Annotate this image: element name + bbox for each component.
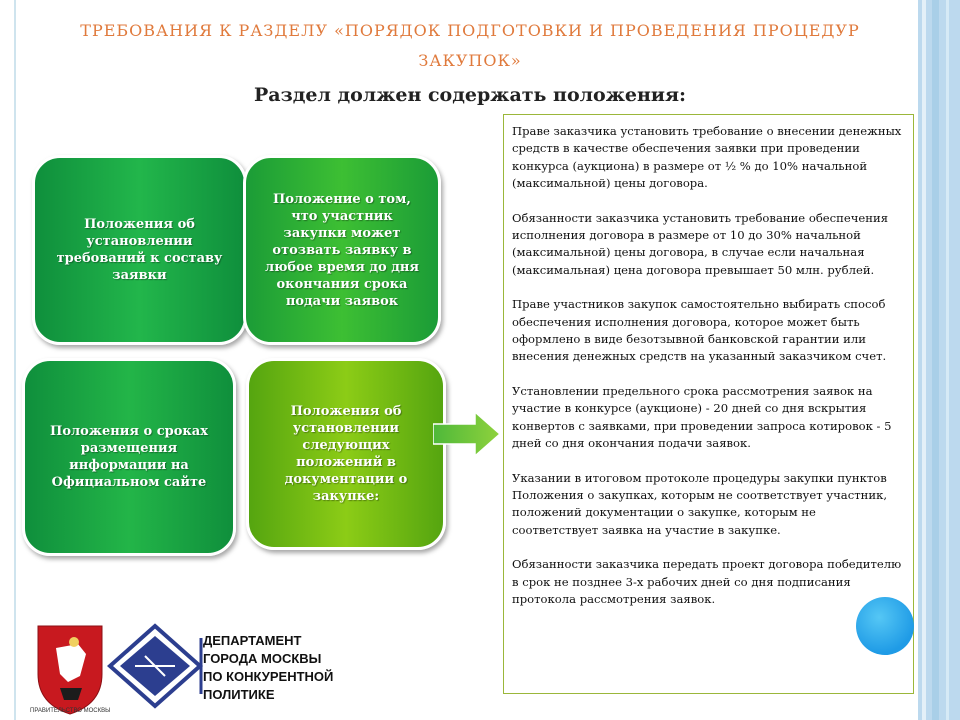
detail-paragraph: Обязанности заказчика передать проект договора победителю в срок не позднее 3-х рабочих дней со дня подписания протокола рассмотрения заявок. xyxy=(512,557,902,606)
department-name xyxy=(203,632,333,704)
bar-stripe xyxy=(922,0,926,720)
government-caption: ПРАВИТЕЛЬСТВО МОСКВЫ xyxy=(30,708,111,714)
department-emblem-icon xyxy=(110,626,201,706)
box-label: Положение о том, что участник закупки может отозвать заявку в любое время до дня окончания срока подачи заявок xyxy=(264,191,420,309)
box-label: Положения о сроках размещения информации на Официальном сайте xyxy=(50,424,208,490)
detail-paragraph: Установлении предельного срока рассмотрения заявок на участие в конкурсе (аукционе) - 20 дней со дня вскрытия конвертов с заявками, при проведении запроса котировок - 5 дней со дня окончания подачи заявок. xyxy=(512,383,892,451)
right-decorative-bar xyxy=(918,0,960,720)
department-line: ПО КОНКУРЕНТНОЙ xyxy=(203,669,334,684)
department-line: ПОЛИТИКЕ xyxy=(203,687,275,702)
slide-title: ТРЕБОВАНИЯ К РАЗДЕЛУ «ПОРЯДОК ПОДГОТОВКИ И ПРОВЕДЕНИЯ ПРОЦЕДУР ЗАКУПОК» xyxy=(80,21,860,70)
decorative-circle xyxy=(856,597,914,655)
slide-subtitle: Раздел должен содержать положения: xyxy=(253,84,687,106)
detail-paragraph: Праве заказчика установить требование о внесении денежных средств в качестве обеспечения заявки при проведении конкурса (аукциона) в размере от ½ % до 10% начальной (максимальной) цены договора. xyxy=(512,124,902,191)
box-label: Положения об установлении требований к составу заявки xyxy=(56,217,223,283)
requirement-box-documentation xyxy=(246,358,446,550)
moscow-coat-of-arms-icon xyxy=(38,626,102,714)
requirement-box-publication xyxy=(22,358,236,556)
department-line: ДЕПАРТАМЕНТ xyxy=(203,633,302,648)
detail-paragraph: Праве участников закупок самостоятельно выбирать способ обеспечения исполнения договора, которое может быть оформлено в виде безотзывной банковской гарантии или внесения денежных средств на указанный заказчиком счет. xyxy=(512,297,887,364)
requirement-box-withdrawal xyxy=(243,155,441,345)
details-panel xyxy=(503,114,914,694)
box-label: Положения об установлении следующих положений в документации о закупке: xyxy=(284,404,408,504)
requirement-box-application xyxy=(32,155,247,345)
detail-paragraph: Указании в итоговом протоколе процедуры закупки пунктов Положения о закупках, которым не соответствует участник, положений документации о закупке, которым не соответствует заявка на участие в закупке. xyxy=(512,470,888,537)
arrow-right-icon xyxy=(433,410,501,458)
left-divider-line xyxy=(14,0,16,720)
bar-stripe xyxy=(946,0,949,720)
department-line: ГОРОДА МОСКВЫ xyxy=(203,651,322,666)
bar-stripe xyxy=(932,0,939,720)
detail-paragraph: Обязанности заказчика установить требование обеспечения исполнения договора в размере от 10 до 30% начальной (максимальной) цены договора, в случае если начальная (максимальная) цена договора превышает 50 млн. рублей. xyxy=(512,210,889,277)
